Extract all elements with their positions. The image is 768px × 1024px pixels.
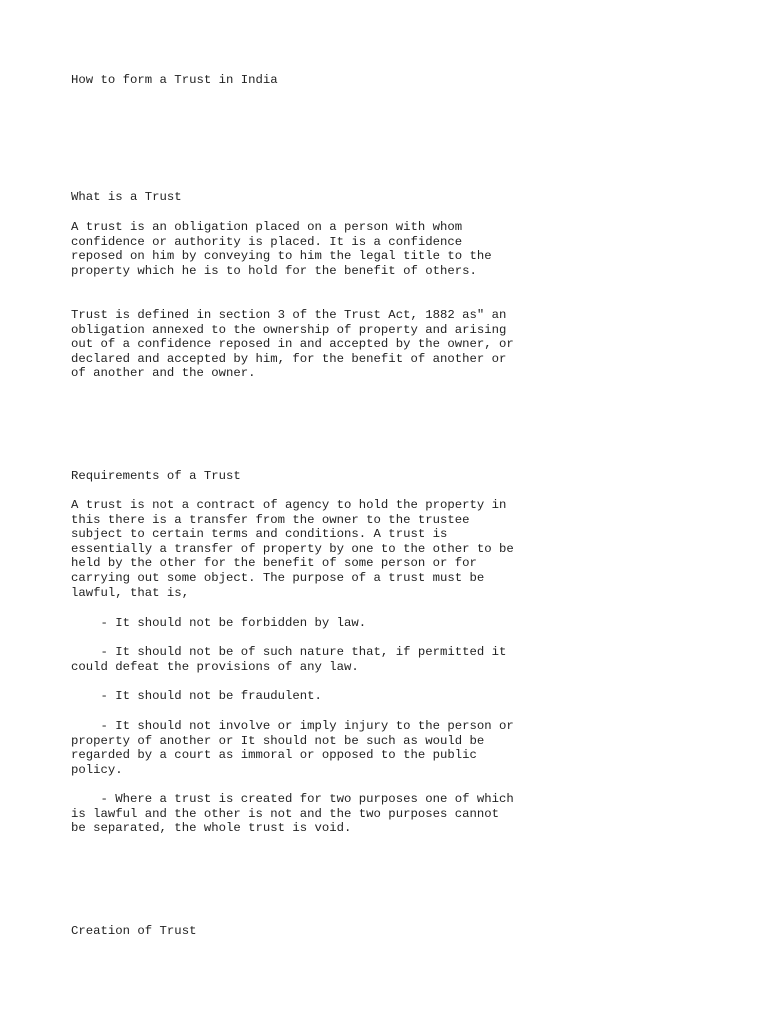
document-title: How to form a Trust in India xyxy=(71,73,278,87)
list-item: - It should not involve or imply injury to the person or property of another or It should not be such as would be regarded by a court as immoral or opposed to the public policy. xyxy=(71,719,514,777)
list-item: - Where a trust is created for two purposes one of which is lawful and the other is not and the two purposes cannot be separated, the whole trust is void. xyxy=(71,792,514,836)
list-item: - It should not be forbidden by law. xyxy=(71,616,367,630)
paragraph-requirements-intro: A trust is not a contract of agency to hold the property in this there is a transfer from the owner to the trustee subject to certain terms and conditions. A trust is essentially a transfer of property by one to the other to be held by the other for the benefit of some person or for carrying out some object. The purpose of a trust must be lawful, that is, xyxy=(71,498,514,600)
list-item: - It should not be fraudulent. xyxy=(71,689,322,703)
heading-creation-of-trust: Creation of Trust xyxy=(71,924,197,938)
paragraph-trust-definition: Trust is defined in section 3 of the Trust Act, 1882 as" an obligation annexed to the ownership of property and arising out of a confidence reposed in and accepted by the owner, or declared and accepted by him, for the benefit of another or of another and the owner. xyxy=(71,308,514,381)
heading-requirements-of-a-trust: Requirements of a Trust xyxy=(71,469,241,483)
heading-what-is-a-trust: What is a Trust xyxy=(71,190,182,204)
paragraph-trust-obligation: A trust is an obligation placed on a person with whom confidence or authority is placed. It is a confidence reposed on him by conveying to him the legal title to the property which he is to hold for the benefit of others. xyxy=(71,220,492,278)
list-item: - It should not be of such nature that, if permitted it could defeat the provisions of any law. xyxy=(71,645,507,674)
